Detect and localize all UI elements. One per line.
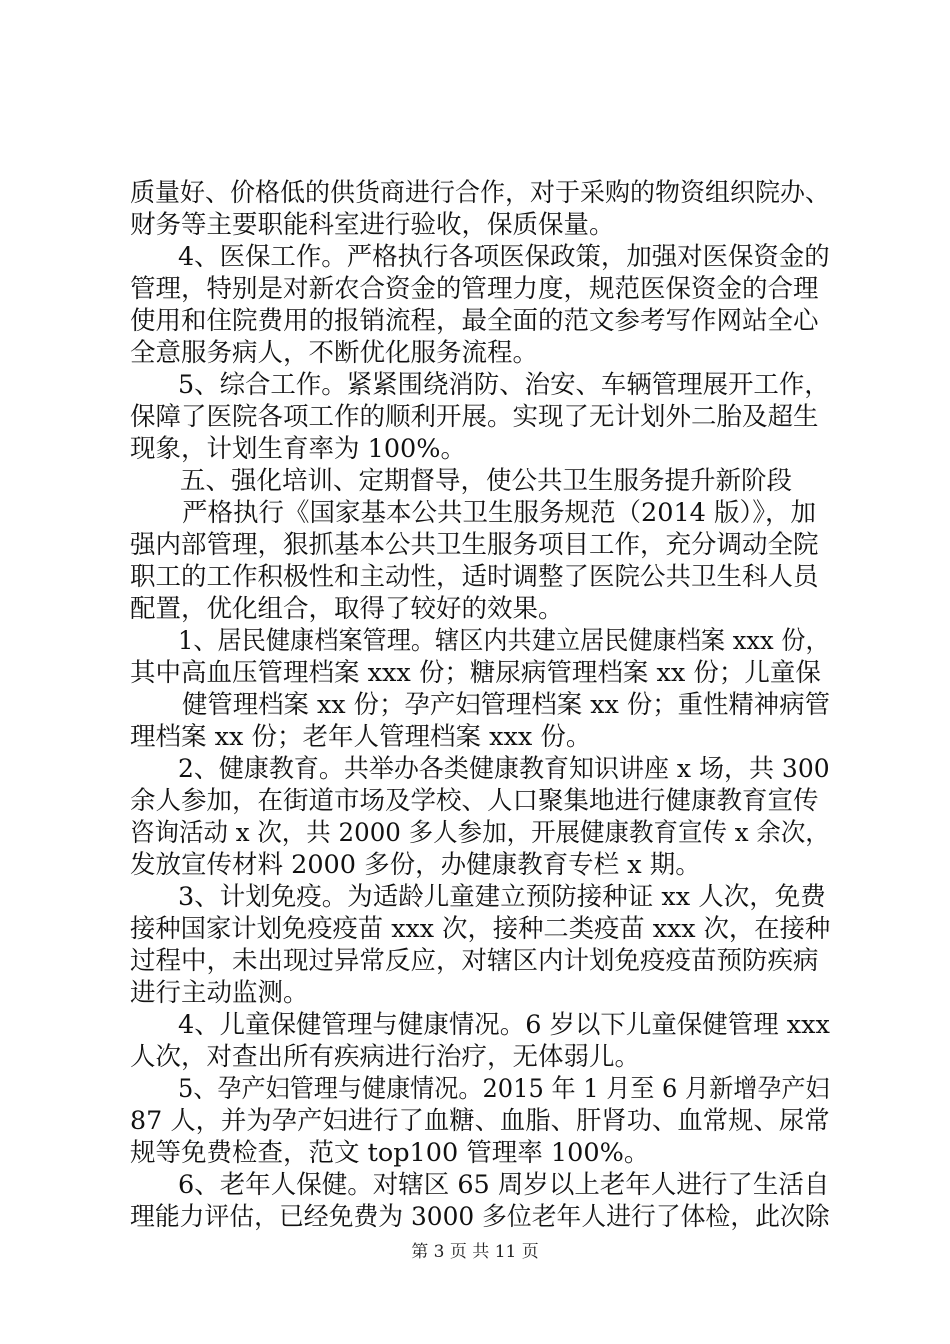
text-line: 强内部管理，狠抓基本公共卫生服务项目工作，充分调动全院 bbox=[130, 530, 819, 560]
text-line: 接种国家计划免疫疫苗 xxx 次，接种二类疫苗 xxx 次，在接种 bbox=[130, 914, 831, 944]
text-line: 规等免费检查，范文 top100 管理率 100%。 bbox=[130, 1138, 650, 1168]
text-line: 发放宣传材料 2000 多份，办健康教育专栏 x 期。 bbox=[130, 850, 701, 880]
text-line: 职工的工作积极性和主动性，适时调整了医院公共卫生科人员 bbox=[130, 562, 819, 592]
text-line: 87 人，并为孕产妇进行了血糖、血脂、肝肾功、血常规、尿常 bbox=[130, 1106, 830, 1136]
text-line: 财务等主要职能科室进行验收，保质保量。 bbox=[130, 210, 615, 240]
text-line: 5、孕产妇管理与健康情况。2015 年 1 月至 6 月新增孕产妇 bbox=[178, 1074, 830, 1104]
text-line: 3、计划免疫。为适龄儿童建立预防接种证 xx 人次，免费 bbox=[178, 882, 826, 912]
section-heading: 五、强化培训、定期督导，使公共卫生服务提升新阶段 bbox=[180, 466, 793, 496]
text-line: 咨询活动 x 次，共 2000 多人参加，开展健康教育宣传 x 余次， bbox=[130, 818, 830, 848]
text-line: 保障了医院各项工作的顺利开展。实现了无计划外二胎及超生 bbox=[130, 402, 819, 432]
text-line: 理档案 xx 份；老年人管理档案 xxx 份。 bbox=[130, 722, 592, 752]
text-line: 现象，计划生育率为 100%。 bbox=[130, 434, 467, 464]
text-line: 过程中，未出现过异常反应，对辖区内计划免疫疫苗预防疾病 bbox=[130, 946, 819, 976]
text-line: 健管理档案 xx 份；孕产妇管理档案 xx 份；重性精神病管 bbox=[182, 690, 830, 720]
text-line: 余人参加，在街道市场及学校、人口聚集地进行健康教育宣传 bbox=[130, 786, 819, 816]
page-footer: 第 3 页 共 11 页 bbox=[411, 1242, 539, 1262]
text-line: 2、健康教育。共举办各类健康教育知识讲座 x 场，共 300 bbox=[178, 754, 830, 784]
text-line: 人次，对查出所有疾病进行治疗，无体弱儿。 bbox=[130, 1042, 641, 1072]
text-line: 理能力评估，已经免费为 3000 多位老年人进行了体检，此次除 bbox=[130, 1202, 830, 1232]
text-line: 其中高血压管理档案 xxx 份；糖尿病管理档案 xx 份；儿童保 bbox=[130, 658, 821, 688]
text-line: 4、儿童保健管理与健康情况。6 岁以下儿童保健管理 xxx bbox=[178, 1010, 830, 1040]
text-line: 质量好、价格低的供货商进行合作，对于采购的物资组织院办、 bbox=[130, 178, 831, 208]
text-line: 1、居民健康档案管理。辖区内共建立居民健康档案 xxx 份， bbox=[178, 626, 830, 656]
text-line: 6、老年人保健。对辖区 65 周岁以上老年人进行了生活自 bbox=[178, 1170, 830, 1200]
text-line: 配置，优化组合，取得了较好的效果。 bbox=[130, 594, 564, 624]
text-line: 全意服务病人，不断优化服务流程。 bbox=[130, 338, 539, 368]
text-line: 管理，特别是对新农合资金的管理力度，规范医保资金的合理 bbox=[130, 274, 819, 304]
text-line: 4、医保工作。严格执行各项医保政策，加强对医保资金的 bbox=[178, 242, 830, 272]
text-line: 5、综合工作。紧紧围绕消防、治安、车辆管理展开工作， bbox=[178, 370, 830, 400]
text-line: 严格执行《国家基本公共卫生服务规范（2014 版）》，加 bbox=[182, 498, 817, 528]
text-line: 使用和住院费用的报销流程，最全面的范文参考写作网站全心 bbox=[130, 306, 819, 336]
text-line: 进行主动监测。 bbox=[130, 978, 309, 1008]
